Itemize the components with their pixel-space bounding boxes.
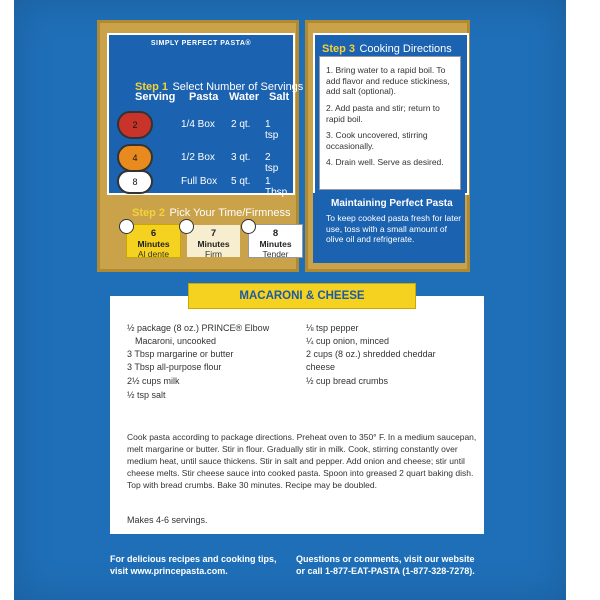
step2-label: Step 2 (132, 207, 166, 219)
water-amount: 2 qt. (231, 119, 251, 130)
maintaining-title: Maintaining Perfect Pasta (331, 198, 453, 209)
clock-icon (241, 219, 256, 234)
time-firmness: Al dente (137, 249, 170, 259)
pasta-amount: 1/2 Box (181, 152, 215, 163)
ingredient: 2 cups (8 oz.) shredded cheddar (306, 349, 436, 359)
recipe-yield: Makes 4-6 servings. (127, 515, 208, 525)
ingredient: ½ cup bread crumbs (306, 376, 389, 386)
step2-title: Pick Your Time/Firmness (169, 207, 291, 219)
ingredient: ¼ cup onion, minced (306, 336, 390, 346)
recipe-title: MACARONI & CHEESE (188, 283, 416, 309)
salt-amount: 1 tsp (265, 119, 279, 141)
direction-item: 1. Bring water to a rapid boil. To add flavor and reduce stickiness, add salt (optional). (326, 65, 450, 96)
header-serving: Serving (135, 91, 176, 103)
salt-amount: 1 Tbsp (265, 176, 288, 198)
footer-website-link[interactable]: visit www.princepasta.com. (110, 566, 228, 576)
time-option-firm (186, 224, 241, 258)
time-option-al-dente (126, 224, 181, 258)
step1-label: Step 1 (135, 81, 169, 93)
serving-row (109, 168, 288, 204)
pasta-amount: Full Box (181, 176, 218, 187)
step3-label: Step 3 (322, 43, 356, 55)
ingredient: ½ tsp salt (127, 390, 166, 400)
ingredient: ½ package (8 oz.) PRINCE® Elbow (127, 323, 270, 333)
water-amount: 5 qt. (231, 176, 251, 187)
ingredient: cheese (306, 362, 336, 372)
pasta-amount: 1/4 Box (181, 119, 215, 130)
direction-item: 4. Drain well. Serve as desired. (326, 157, 444, 167)
footer-right-line1: Questions or comments, visit our website (296, 554, 475, 564)
salt-amount: 2 tsp (265, 152, 279, 174)
ingredient: ⅛ tsp pepper (306, 323, 359, 333)
time-firmness: Firm (205, 249, 222, 259)
step1-panel (107, 33, 304, 198)
clock-icon (179, 219, 194, 234)
pot-icon: 2 (117, 111, 153, 139)
time-number: 7 (210, 228, 217, 239)
pot-icon: 4 (117, 144, 153, 172)
cooking-directions-list (319, 56, 461, 190)
time-unit: Minutes (197, 239, 230, 249)
recipe-instructions: Cook pasta according to package directions. Preheat oven to 350° F. In a medium saucepan, melt margarine or butter. Stir in flour. Gradually stir in milk. Cook, stirring constantly over medium heat, until sauce thickens. Stir in salt and pepper. Add onion and cheese; stir until cheese melts. Stir cheese sauce into cooked pasta. Spoon into greased 2 quart baking dish. Top with bread crumbs. Bake 30 minutes. Recipe may be doubled. (127, 432, 477, 490)
header-salt: Salt (269, 91, 290, 103)
direction-item: 3. Cook uncovered, stirring occasionally. (326, 130, 428, 151)
time-unit: Minutes (259, 239, 292, 249)
clock-icon (119, 219, 134, 234)
time-unit: Minutes (137, 239, 170, 249)
footer-recipes-text (110, 553, 277, 577)
time-number: 6 (150, 228, 157, 239)
water-amount: 3 qt. (231, 152, 251, 163)
time-number: 8 (272, 228, 279, 239)
pot-icon: 8 (117, 170, 153, 194)
footer-left-line1: For delicious recipes and cooking tips, (110, 554, 277, 564)
step1-title: Select Number of Servings (172, 81, 304, 93)
ingredient: 3 Tbsp all-purpose flour (127, 362, 222, 372)
step3-title: Cooking Directions (359, 43, 452, 55)
time-firmness: Tender (262, 249, 289, 259)
footer-contact-text (296, 553, 475, 577)
direction-item: 2. Add pasta and stir; return to rapid boil. (326, 103, 440, 124)
footer-phone[interactable]: or call 1-877-EAT-PASTA (1-877-328-7278). (296, 566, 475, 576)
ingredient: 3 Tbsp margarine or butter (127, 349, 234, 359)
ingredient: Macaroni, uncooked (135, 336, 217, 346)
header-water: Water (229, 91, 260, 103)
serving-row (109, 107, 279, 143)
brand-tagline: SIMPLY PERFECT PASTA® (150, 40, 252, 47)
time-option-tender (248, 224, 303, 258)
maintaining-text: To keep cooked pasta fresh for later use, toss with a small amount of olive oil and refrigerate. (326, 213, 462, 244)
step2-heading (132, 203, 291, 221)
step3-heading (322, 39, 452, 57)
header-pasta: Pasta (189, 91, 219, 103)
ingredient: 2½ cups milk (127, 376, 180, 386)
